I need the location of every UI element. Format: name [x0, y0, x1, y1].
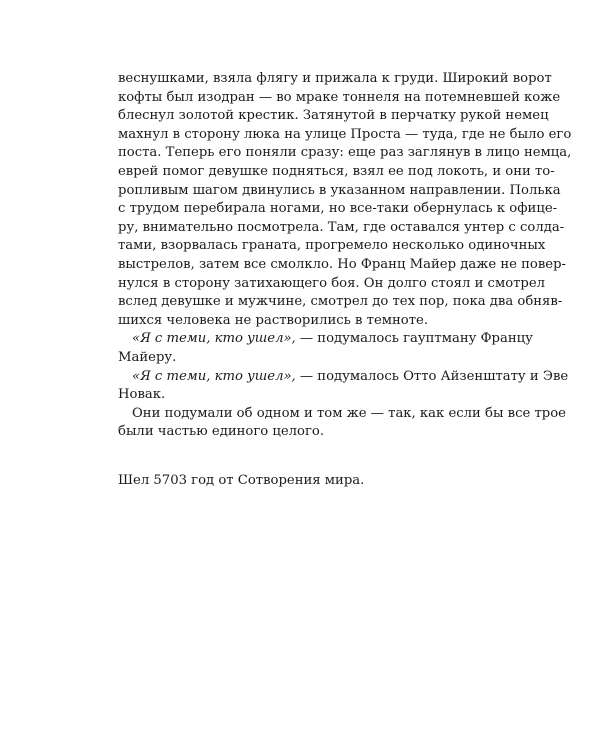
text-line: с трудом перебирала ногами, но все-таки обернулась к офице-: [118, 201, 558, 217]
text-line: Они подумали об одном и том же — так, как если бы все трое: [132, 405, 566, 421]
text-line: ропливым шагом двинулись в указанном направлении. Полька: [118, 182, 561, 198]
text-line: веснушками, взяла флягу и прижала к груди. Широкий ворот: [118, 71, 552, 86]
text-line: Майеру.: [118, 349, 177, 365]
book-page-text: [118, 70, 572, 442]
text-line: вслед девушке и мужчине, смотрел до тех пор, пока два обняв-: [118, 294, 563, 310]
text-line: были частью единого целого.: [118, 424, 325, 440]
quote-continuation: — подумалось гауптману Францу: [295, 331, 533, 347]
text-line: выстрелов, затем все смолкло. Но Франц Майер даже не повер-: [118, 256, 566, 272]
text-line: нулся в сторону затихающего боя. Он долго стоял и смотрел: [118, 275, 546, 291]
italic-quote: «Я с теми, кто ушел»,: [132, 368, 296, 384]
text-line: [118, 330, 533, 349]
text-line: шихся человека не растворились в темноте.: [118, 312, 429, 328]
italic-quote: «Я с теми, кто ушел»,: [132, 331, 296, 347]
text-line: махнул в сторону люка на улице Проста — туда, где не было его: [118, 126, 572, 142]
paragraph-quote-franz: [118, 330, 533, 367]
closing-line: Шел 5703 год от Сотворения мира.: [118, 473, 365, 488]
text-line: тами, взорвалась граната, прогремело несколько одиночных: [118, 238, 546, 254]
text-line: [118, 368, 569, 387]
paragraph-quote-otto-eva: [118, 368, 569, 405]
quote-continuation: — подумалось Отто Айзенштату и Эве: [295, 368, 569, 384]
text-line: блеснул золотой крестик. Затянутой в перчатку рукой немец: [118, 108, 549, 124]
paragraph-main: [118, 70, 572, 330]
text-line: кофты был изодран — во мраке тоннеля на потемневшей коже: [118, 89, 561, 105]
text-line: Новак.: [118, 387, 166, 403]
text-line: еврей помог девушке подняться, взял ее под локоть, и они то-: [118, 163, 555, 179]
text-line: поста. Теперь его поняли сразу: еще раз заглянув в лицо немца,: [118, 145, 572, 161]
paragraph-conclusion: [118, 405, 566, 442]
text-line: ру, внимательно посмотрела. Там, где оставался унтер с солда-: [118, 219, 565, 235]
